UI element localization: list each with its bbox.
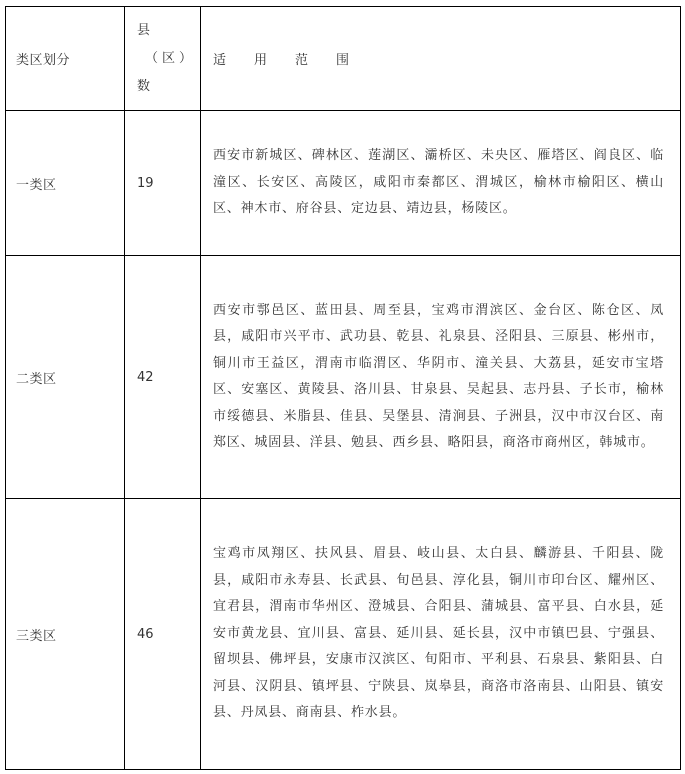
zone-label: 三类区 xyxy=(16,628,57,644)
header-scope-char: 用 xyxy=(253,53,267,68)
table-row xyxy=(6,499,681,770)
table-row xyxy=(6,111,681,256)
scope-text: 西安市新城区、碑林区、莲湖区、灞桥区、未央区、雁塔区、阎良区、临潼区、长安区、高陵区，咸阳市秦都区、渭城区，榆林市榆阳区、横山区、神木市、府谷县、定边县、靖边县，杨陵区。 xyxy=(213,148,664,217)
zone-cell xyxy=(6,256,125,499)
header-scope-cell xyxy=(201,7,681,111)
count-cell xyxy=(125,111,201,256)
scope-text: 宝鸡市凤翔区、扶风县、眉县、岐山县、太白县、麟游县、千阳县、陇县，咸阳市永寿县、长武县、旬邑县、淳化县，铜川市印台区、耀州区、宜君县，渭南市华州区、澄城县、合阳县、蒲城县、富平县、白水县，延安市黄龙县、宜川县、富县、延川县、延长县，汉中市镇巴县、宁强县、留坝县、佛坪县，安康市汉滨区、旬阳市、平利县、石泉县、紫阳县、白河县、汉阴县、镇坪县、宁陕县、岚皋县，商洛市洛南县、山阳县、镇安县、丹凤县、商南县、柞水县。 xyxy=(213,546,664,721)
zone-label: 一类区 xyxy=(16,177,57,193)
scope-text: 西安市鄠邑区、蓝田县、周至县，宝鸡市渭滨区、金台区、陈仓区、凤县，咸阳市兴平市、武功县、乾县、礼泉县、泾阳县、三原县、彬州市，铜川市王益区，渭南市临渭区、华阴市、潼关县、大荔县，延安市宝塔区、安塞区、黄陵县、洛川县、甘泉县、吴起县、志丹县、子长市，榆林市绥德县、米脂县、佳县、吴堡县、清涧县、子洲县，汉中市汉台区、南郑区、城固县、洋县、勉县、西乡县、略阳县，商洛市商州区，韩城市。 xyxy=(213,302,664,450)
county-count: 46 xyxy=(137,626,154,642)
county-count: 42 xyxy=(137,369,154,385)
header-count-line3: 数 xyxy=(137,78,151,94)
header-scope-char: 围 xyxy=(335,53,349,68)
count-cell xyxy=(125,256,201,499)
header-count-line1: 县 xyxy=(137,22,151,38)
header-zone-cell xyxy=(6,7,125,111)
county-count: 19 xyxy=(137,175,154,191)
table-header-row xyxy=(6,7,681,111)
count-cell xyxy=(125,499,201,770)
header-count-line2: （区） xyxy=(145,50,197,66)
zone-label: 二类区 xyxy=(16,371,57,387)
header-count-cell xyxy=(125,7,201,111)
zone-classification-table xyxy=(5,6,681,770)
scope-cell xyxy=(201,111,681,256)
header-scope-char: 范 xyxy=(294,53,308,68)
scope-cell xyxy=(201,499,681,770)
table-row xyxy=(6,256,681,499)
header-zone-label: 类区划分 xyxy=(16,53,71,68)
zone-cell xyxy=(6,499,125,770)
zone-cell xyxy=(6,111,125,256)
scope-cell xyxy=(201,256,681,499)
header-scope-char: 适 xyxy=(213,53,227,68)
